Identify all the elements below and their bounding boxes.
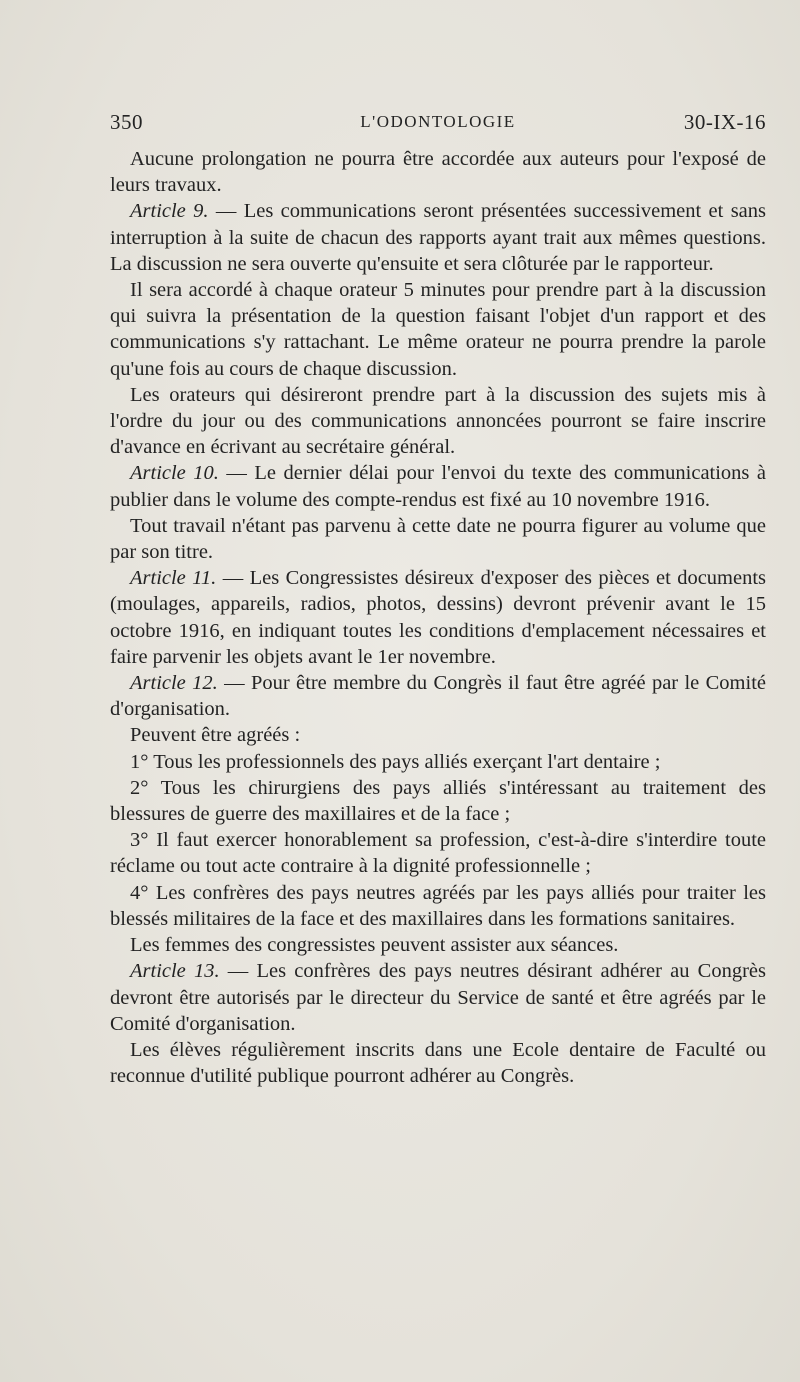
page-number: 350: [110, 110, 143, 134]
paragraph: Article 9. — Les communications seront présentées successivement et sans interruption à la suite de chacun des rapports ayant trait aux mêmes questions. La discussion ne sera ouverte qu'ensuite et sera clôturée par le rapporteur.: [110, 200, 766, 275]
article-heading: Article 11.: [130, 567, 217, 590]
paragraph: Il sera accordé à chaque orateur 5 minutes pour prendre part à la discussion qui suivra la présentation de la question faisant l'objet d'un rapport et des communications s'y rattachant. Le même orateur ne pourra prendre la parole qu'une fois au cours de chaque discussion.: [110, 279, 766, 380]
list-item: 3° Il faut exercer honorablement sa profession, c'est-à-dire s'interdire toute réclame ou tout acte contraire à la dignité professionnelle ;: [110, 829, 766, 878]
article-heading: Article 9.: [130, 200, 209, 223]
article-heading: Article 10.: [130, 462, 219, 485]
list-item: 4° Les confrères des pays neutres agréés par les pays alliés pour traiter les blessés militaires de la face et des maxillaires dans les formations sanitaires.: [110, 881, 766, 930]
journal-title: L'ODONTOLOGIE: [360, 112, 516, 131]
paragraph: Article 11. — Les Congressistes désireux d'exposer des pièces et documents (moulages, appareils, radios, photos, dessins) devront prévenir avant le 15 octobre 1916, en indiquant toutes les conditions d'emplacement nécessaires et faire parvenir les objets avant le 1er novembre.: [110, 567, 767, 668]
paragraph: Article 12. — Pour être membre du Congrès il faut être agréé par le Comité d'organisation.: [110, 672, 766, 721]
issue-date: 30-IX-16: [683, 110, 766, 134]
paragraph: Les élèves régulièrement inscrits dans une Ecole dentaire de Faculté ou reconnue d'utilité publique pourront adhérer au Congrès.: [110, 1038, 766, 1088]
paragraph: Peuvent être agréés :: [130, 724, 301, 747]
list-item: 1° Tous les professionnels des pays alliés exerçant l'art dentaire ;: [130, 750, 661, 773]
article-heading: Article 12.: [130, 672, 218, 695]
paragraph: Les orateurs qui désireront prendre part à la discussion des sujets mis à l'ordre du jour ou des communications annoncées pourront se faire inscrire d'avance en écrivant au secrétaire général.: [110, 383, 766, 459]
paragraph: Aucune prolongation ne pourra être accordée aux auteurs pour l'exposé de leurs travaux.: [110, 148, 766, 197]
article-heading: Article 13.: [130, 960, 220, 983]
running-header: [110, 110, 766, 138]
article-text: [110, 146, 766, 1089]
paragraph: Article 13. — Les confrères des pays neutres désirant adhérer au Congrès devront être autorisés par le directeur du Service de santé et être agréés par le Comité d'organisation.: [110, 960, 766, 1035]
paragraph: Tout travail n'étant pas parvenu à cette date ne pourra figurer au volume que par son titre.: [110, 514, 766, 564]
paragraph: Article 10. — Le dernier délai pour l'envoi du texte des communications à publier dans le volume des compte-rendus est fixé au 10 novembre 1916.: [110, 462, 766, 511]
paragraph: Les femmes des congressistes peuvent assister aux séances.: [130, 934, 619, 957]
list-item: 2° Tous les chirurgiens des pays alliés s'intéressant au traitement des blessures de guerre des maxillaires et de la face ;: [110, 776, 766, 826]
